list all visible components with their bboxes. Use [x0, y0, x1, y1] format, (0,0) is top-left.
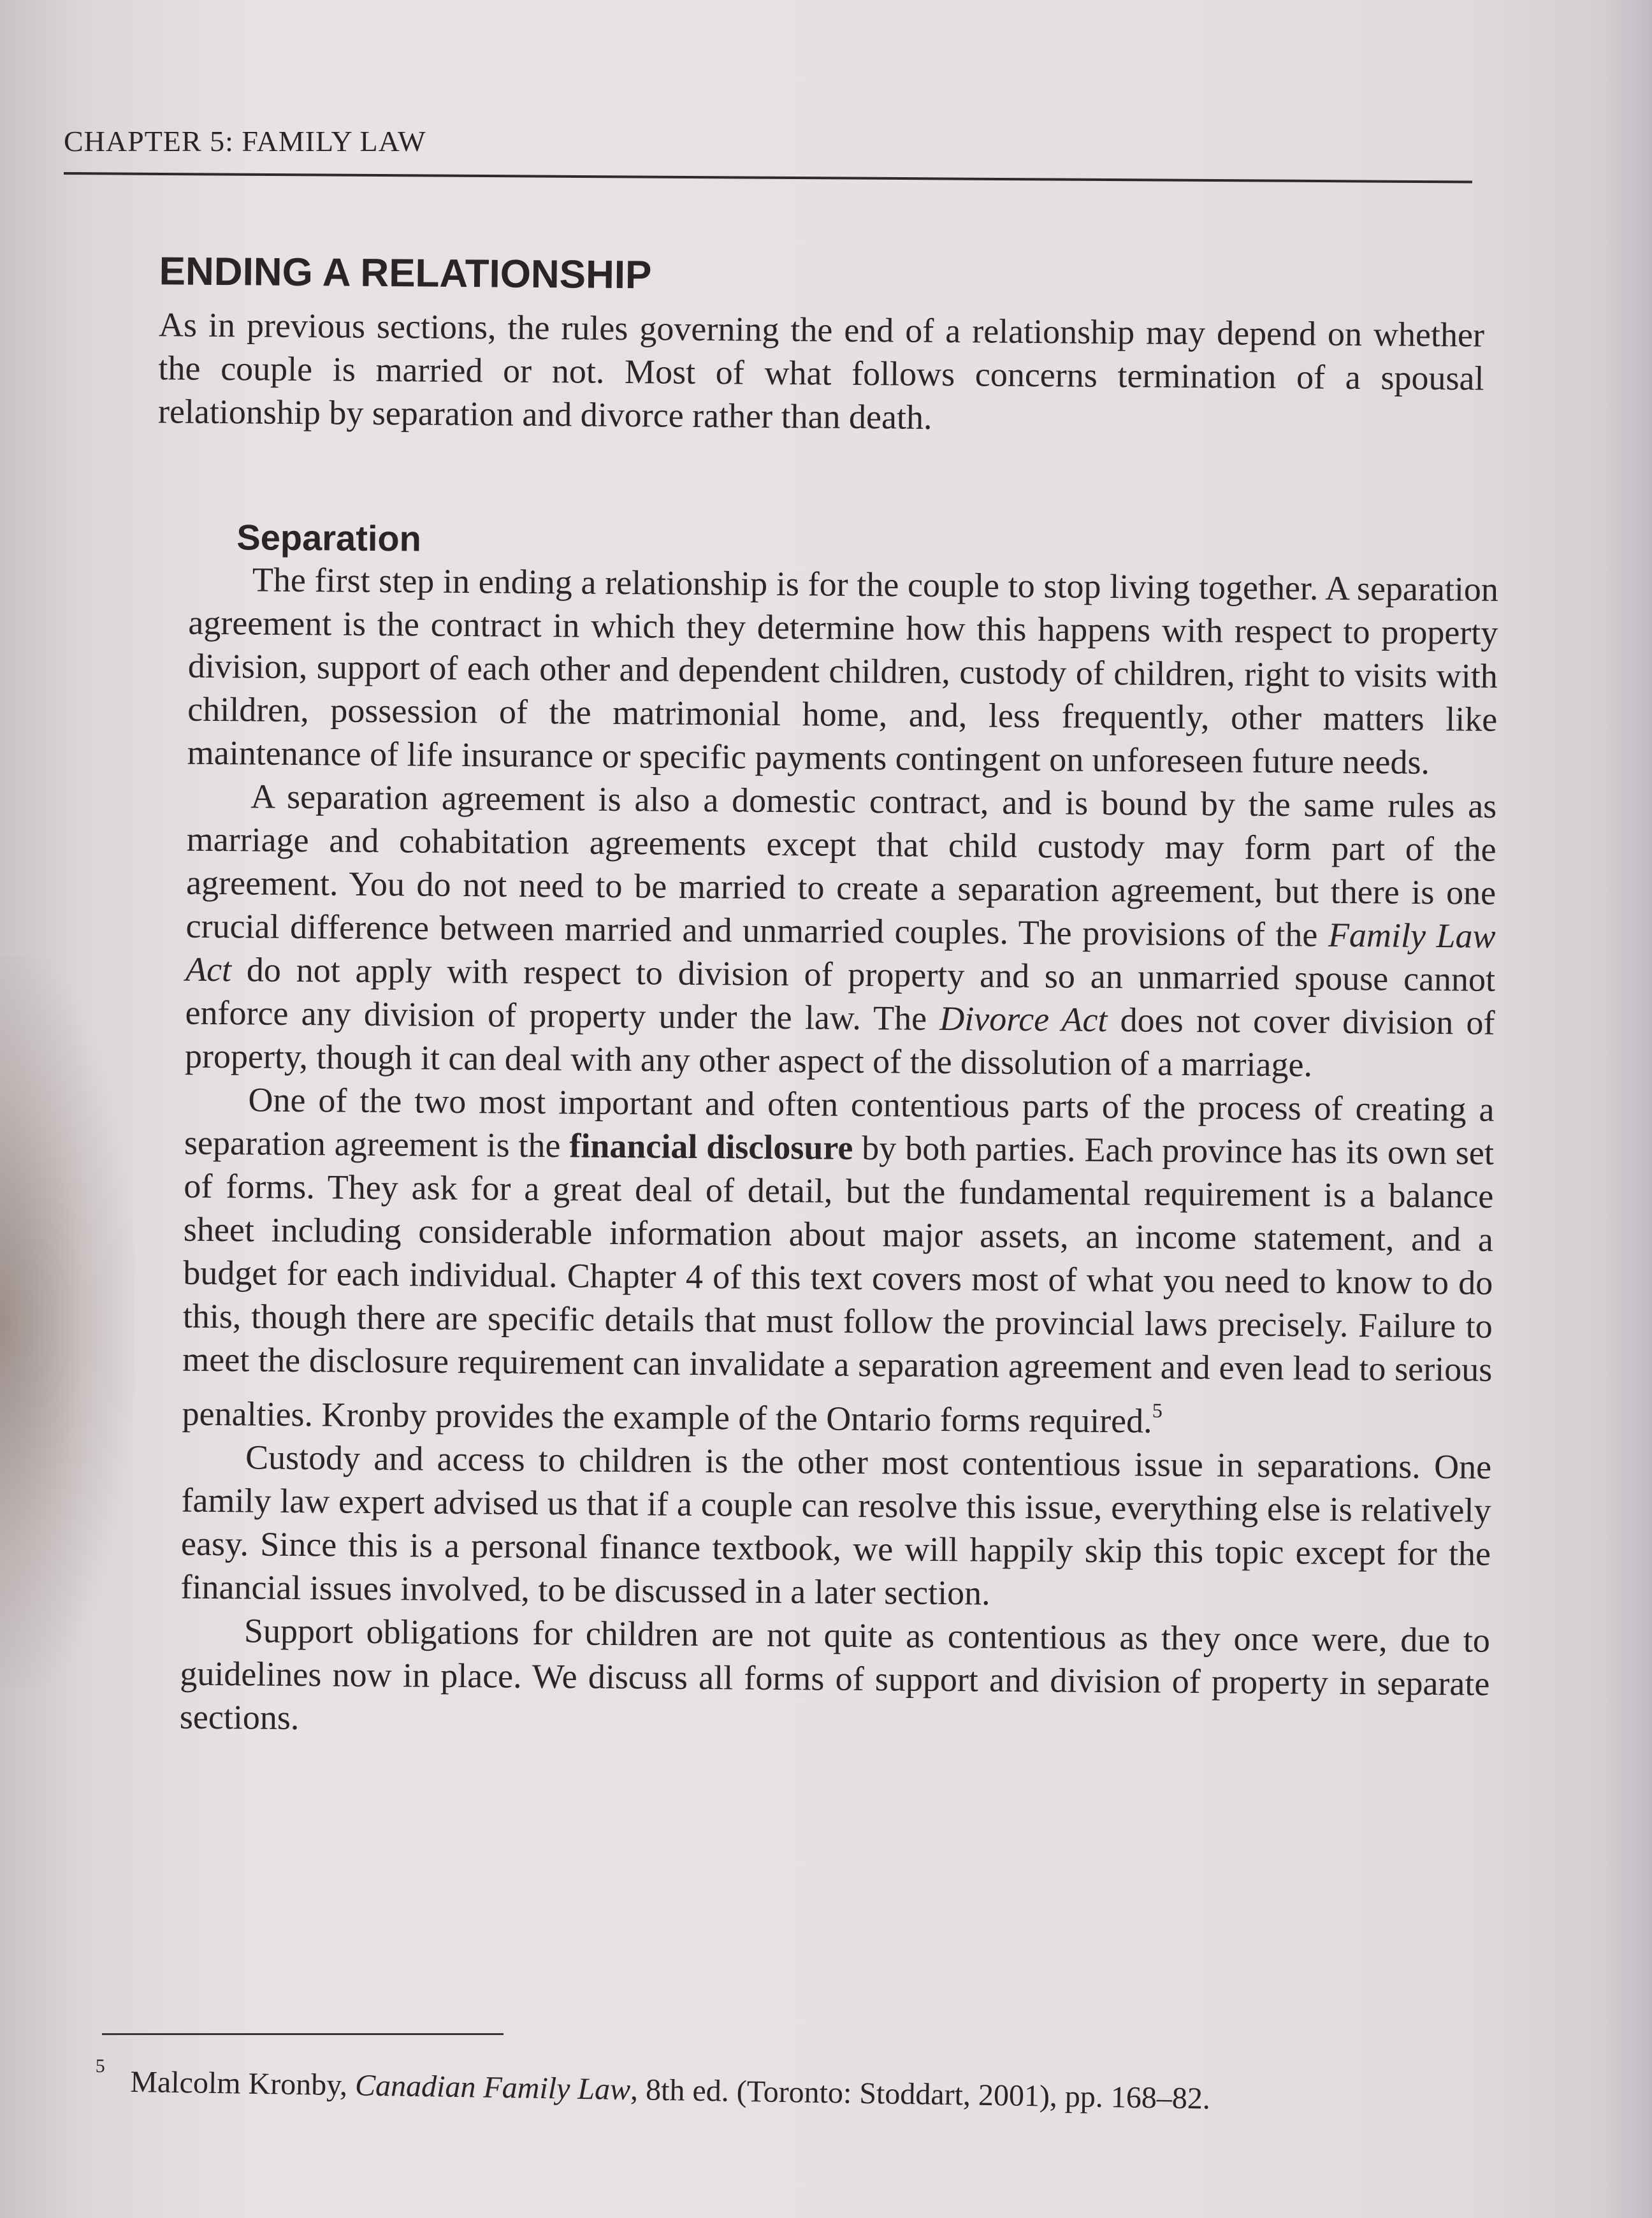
footnote-details: , 8th ed. (Toronto: Stoddart, 2001), pp. 168–82. — [630, 2073, 1211, 2116]
running-head: CHAPTER 5: FAMILY LAW — [64, 125, 426, 157]
p3-text-a: One of the two most important and often contentious parts of the process of creating a separation agreement is the — [184, 1080, 1495, 1165]
footnote-reference: 5 — [1152, 1398, 1163, 1422]
financial-disclosure-term: financial disclosure — [569, 1126, 853, 1167]
p2-text-c: does not cover division of property, though it can deal with any other aspect of the dissolution of a marriage. — [184, 1000, 1495, 1084]
family-law-act-title: Family Law Act — [185, 915, 1496, 989]
paragraph-5: Support obligations for children are not quite as contentious as they once were, due to guidelines now in place. We discuss all forms of support and division of property in separate sections. — [179, 1611, 1491, 1737]
p2-text-a: A separation agreement is also a domestic contract, and is bound by the same rules as marriage and cohabitation agreements except that child custody may form part of the agreement. You do not need to be married to create a separation agreement, but there is one crucial difference between married and unmarried couples. The provisions of the — [185, 777, 1497, 954]
p3-text-b: by both parties. Each province has its own set of forms. They ask for a great deal of detail, but the fundamental requirement is a balance sheet including considerable information about major assets, an income statement, and a budget for each individual. Chapter 4 of this text covers most of what you need to know to do this, though there are specific details that must follow the provincial laws precisely. Failure to meet the disclosure requirement can invalidate a separation agreement and even lead to serious penalties. Kronby provides the example of the Ontario forms required. — [182, 1128, 1495, 1440]
separation-body — [157, 557, 1498, 1748]
paragraph-4: Custody and access to children is the other most contentious issue in separations. One family law expert advised us that if a couple can resolve this issue, everything else is relatively easy. Since this is a personal finance textbook, we will happily skip this topic except for the financial issues involved, to be discussed in a later section. — [180, 1438, 1492, 1613]
footnote-rule — [102, 2033, 504, 2035]
paragraph-1: The first step in ending a relationship is for the couple to stop living together. A separation agreement is the contract in which they determine how this happens with respect to property division, support of each other and dependent children, custody of children, right to visits with children, possession of the matrimonial home, and, less frequently, other matters like maintenance of life insurance or specific payments contingent on unforeseen future needs. — [187, 560, 1499, 781]
subsection-title: Separation — [236, 517, 422, 559]
header-rule — [64, 172, 1472, 183]
page-body — [126, 249, 1501, 1749]
intro-paragraph: As in previous sections, the rules governing the end of a relationship may depend on whether the couple is married or not. Most of what follows concerns termination of a spousal relationship by separation and divorce rather than death. — [157, 305, 1485, 437]
divorce-act-title: Divorce Act — [939, 999, 1108, 1039]
footnote-number: 5 — [95, 2055, 105, 2077]
footnote-author: Malcolm Kronby, — [129, 2064, 356, 2103]
paragraph-3 — [182, 1078, 1494, 1446]
footnote-book-title: Canadian Family Law — [354, 2068, 631, 2107]
paragraph-2 — [185, 774, 1497, 1088]
footnote — [95, 2055, 1211, 2116]
section-title: ENDING A RELATIONSHIP — [159, 249, 652, 298]
p2-text-b: do not apply with respect to division of property and so an unmarried spouse cannot enforce any division of property under the law. The — [185, 950, 1496, 1038]
